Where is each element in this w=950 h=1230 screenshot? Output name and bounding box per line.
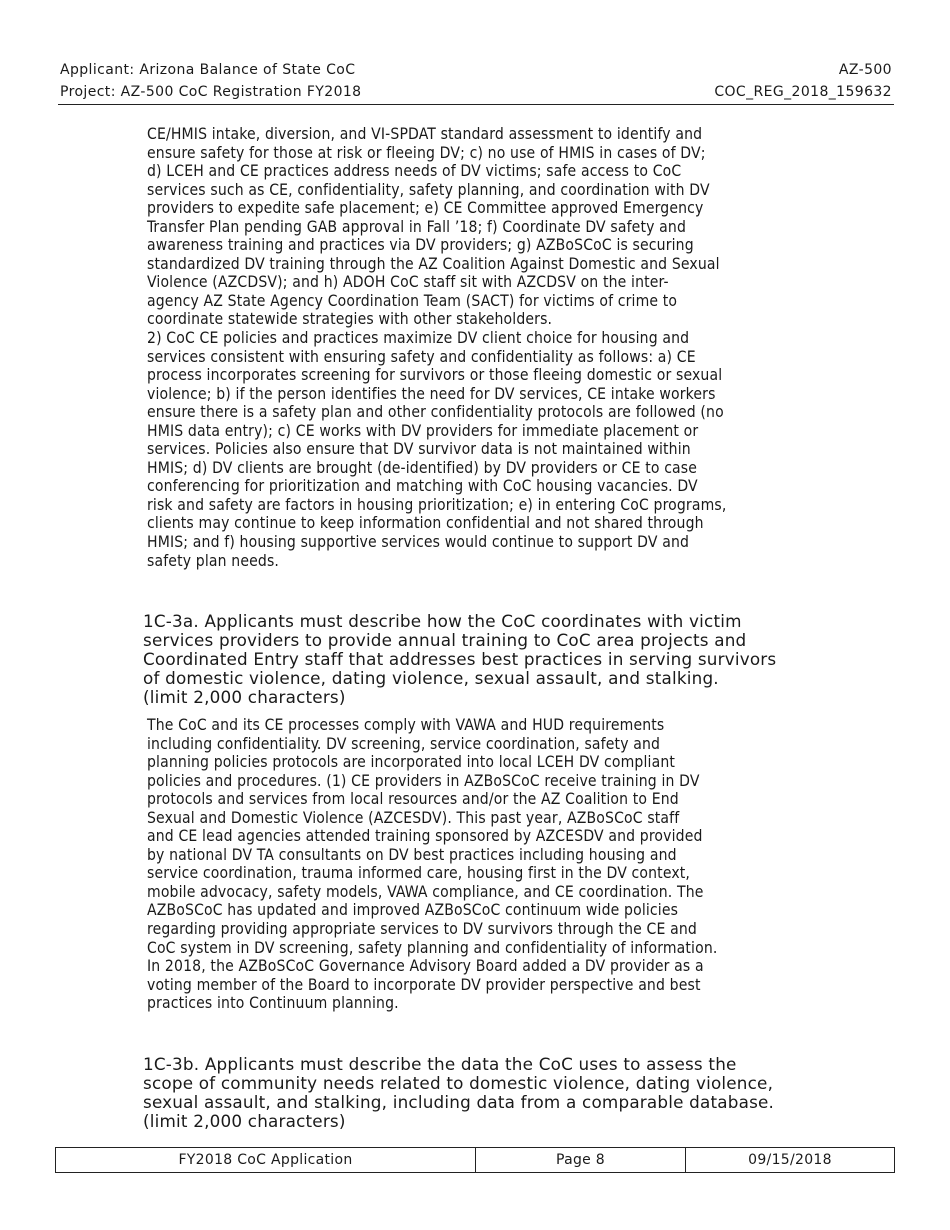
footer-date: 09/15/2018: [748, 1152, 832, 1168]
coc-id: AZ-500: [838, 62, 892, 78]
response-1c-3a-text: The CoC and its CE processes comply with VAWA and HUD requirements including confidentiality. DV screening, service coordination, safety and planning policies protocols are incorporated into local LCEH DV compliant policies and procedures. (1) CE providers in AZBoSCoC receive training in DV protocols and services from local resources and/or the AZ Coalition to End Sexual and Domestic Violence (AZCESDV). This past year, AZBoSCoC staff and CE lead agencies attended training sponsored by AZCESDV and provided by national DV TA consultants on DV best practices including housing and service coordination, trauma informed care, housing first in the DV context, mobile advocacy, safety models, VAWA compliance, and CE coordination. The AZBoSCoC has updated and improved AZBoSCoC continuum wide policies regarding providing appropriate services to DV survivors through the CE and CoC system in DV screening, safety planning and confidentiality of information. In 2018, the AZBoSCoC Governance Advisory Board added a DV provider as a voting member of the Board to incorporate DV provider perspective and best practices into Continuum planning.: [147, 716, 718, 1013]
registration-id: COC_REG_2018_159632: [714, 84, 892, 100]
footer-page-number: Page 8: [476, 1148, 686, 1172]
applicant-name: Applicant: Arizona Balance of State CoC: [60, 62, 356, 78]
project-name: Project: AZ-500 CoC Registration FY2018: [60, 84, 362, 100]
page-footer: [55, 1147, 895, 1173]
page-header: [58, 58, 894, 105]
question-1c-3b: 1C-3b. Applicants must describe the data the CoC uses to assess the scope of community needs related to domestic violence, dating violence, sexual assault, and stalking, including data from a comparable database. (limit 2,000 characters): [143, 1054, 775, 1131]
response-continued-text: CE/HMIS intake, diversion, and VI-SPDAT standard assessment to identify and ensure safety for those at risk or fleeing DV; c) no use of HMIS in cases of DV; d) LCEH and CE practices address needs of DV victims; safe access to CoC services such as CE, confidentiality, safety planning, and coordination with DV providers to expedite safe placement; e) CE Committee approved Emergency Transfer Plan pending GAB approval in Fall ’18; f) Coordinate DV safety and awareness training and practices via DV providers; g) AZBoSCoC is securing standardized DV training through the AZ Coalition Against Domestic and Sexual Violence (AZCDSV); and h) ADOH CoC staff sit with AZCDSV on the inter- agency AZ State Agency Coordination Team (SACT) for victims of crime to coordinate statewide strategies with other stakeholders. 2) CoC CE policies and practices maximize DV client choice for housing and services consistent with ensuring safety and confidentiality as follows: a) CE process incorporates screening for survivors or those fleeing domestic or sexual violence; b) if the person identifies the need for DV services, CE intake workers ensure there is a safety plan and other confidentiality protocols are followed (no HMIS data entry); c) CE works with DV providers for immediate placement or services. Policies also ensure that DV survivor data is not maintained within HMIS; d) DV clients are brought (de-identified) by DV providers or CE to case conferencing for prioritization and matching with CoC housing vacancies. DV risk and safety are factors in housing prioritization; e) in entering CoC programs, clients may continue to keep information confidential and not shared through HMIS; and f) housing supportive services would continue to support DV and safety plan needs.: [147, 125, 727, 570]
footer-application-name: FY2018 CoC Application: [56, 1148, 476, 1172]
question-1c-3a: 1C-3a. Applicants must describe how the CoC coordinates with victim services providers to provide annual training to CoC area projects and Coordinated Entry staff that addresses best practices in serving survivors of domestic violence, dating violence, sexual assault, and stalking. (limit 2,000 characters): [143, 611, 777, 707]
